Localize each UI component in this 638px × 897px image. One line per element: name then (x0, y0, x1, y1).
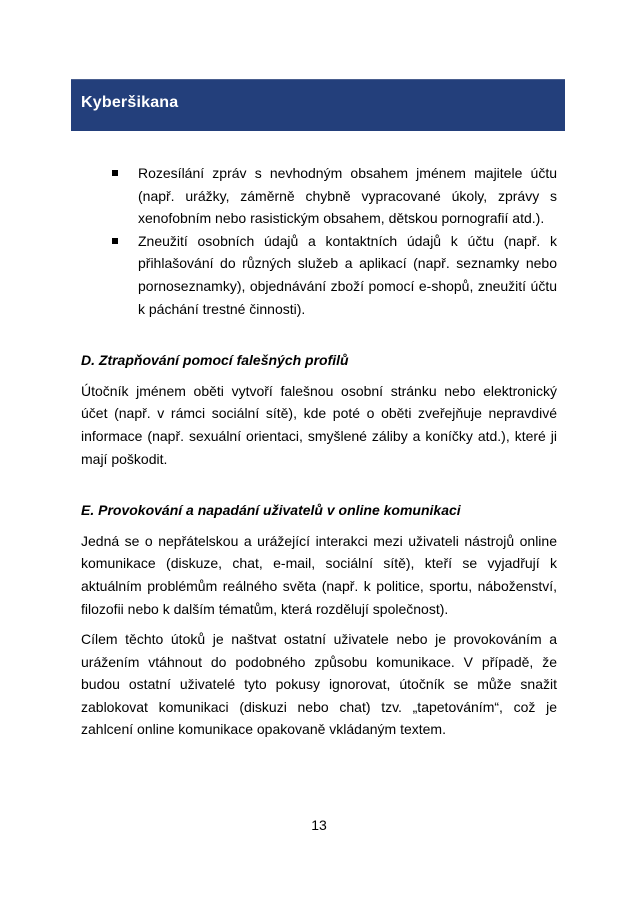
square-bullet-icon (112, 238, 118, 244)
document-body (81, 162, 557, 749)
list-item-text: Rozesílání zpráv s nevhodným obsahem jménem majitele účtu (např. urážky, záměrně chybně vypracované úkoly, zprávy s xenofobním nebo rasistickým obsahem, dětskou pornografií atd.). (138, 165, 557, 227)
page-number: 13 (311, 817, 327, 833)
header-bar (71, 79, 565, 131)
list-item (81, 162, 557, 230)
paragraph: Jedná se o nepřátelskou a urážející interakci mezi uživateli nástrojů online komunikace (diskuze, chat, e-mail, sociální sítě), kteří se vyjadřují k aktuálním problémům reálného světa (např. k politice, sportu, náboženství, filozofii nebo k dalším tématům, která rozdělují společnost). (81, 532, 557, 617)
section-heading-d: D. Ztrapňování pomocí falešných profilů (81, 352, 349, 369)
section-heading-e: E. Provokování a napadání uživatelů v online komunikaci (81, 502, 461, 519)
page-title: Kyberšikana (81, 94, 179, 111)
list-item (81, 230, 557, 320)
paragraph: Cílem těchto útoků je naštvat ostatní uživatele nebo je provokováním a urážením vtáhnout do podobného způsobu komunikace. V případě, že budou ostatní uživatelé tyto pokusy ignorovat, útočník se může snažit zablokovat komunikaci (diskuzi nebo chat) tzv. „tapetováním“, což je zahlcení online komunikace opakovaně vkládaným textem. (81, 631, 557, 738)
bullet-list (81, 162, 557, 320)
list-item-text: Zneužití osobních údajů a kontaktních údajů k účtu (např. k přihlašování do různých služeb a aplikací (např. seznamky nebo pornoseznamky), objednávání zboží pomocí e-shopů, zneužití účtu k páchání trestné činnosti). (138, 232, 557, 317)
square-bullet-icon (112, 170, 118, 176)
paragraph: Útočník jménem oběti vytvoří falešnou osobní stránku nebo elektronický účet (např. v rámci sociální sítě), kde poté o oběti zveřejňuje nepravdivé informace (např. sexuální orientaci, smyšlené záliby a koníčky atd.), které ji mají poškodit. (81, 382, 557, 467)
